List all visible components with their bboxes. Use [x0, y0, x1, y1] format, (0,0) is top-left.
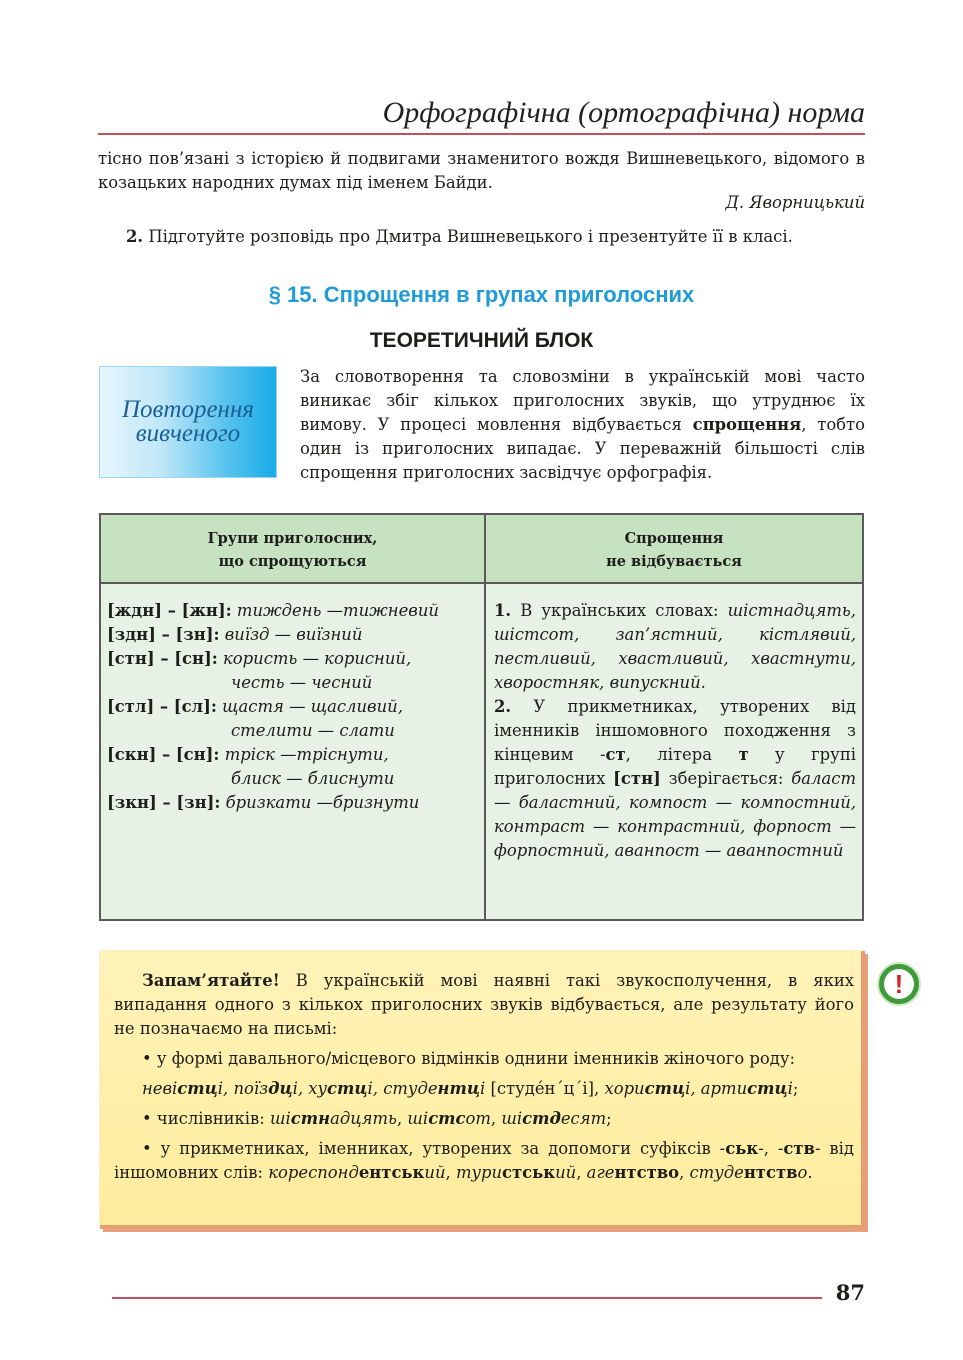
consonant-group-row	[107, 647, 479, 671]
point-2-text3: у групі приголосних	[494, 745, 856, 788]
review-badge-line1: Повторення	[122, 396, 254, 423]
quote-text: тісно пов’язані з історією й подвигами знаменитого вождя Вишневецького, відомого в козацьких народних думах під іменем Байди.	[98, 149, 865, 192]
remember-lead-text: В українській мові наявні такі звукосполучення, в яких випадання одного з кількох приголосних звуків відбувається, але результату його не позначаємо на письмі:	[114, 971, 854, 1038]
text-run: .	[807, 1163, 813, 1182]
consonant-example: блиск — блиснути	[231, 769, 395, 788]
task-number: 2.	[126, 227, 144, 246]
attention-icon	[877, 962, 921, 1006]
text-run: дц	[268, 1079, 293, 1098]
text-run: ств	[783, 1139, 815, 1158]
text-run: і, студе	[367, 1079, 438, 1098]
consonant-group-row	[107, 623, 479, 647]
consonant-example: щастя — щасливий,	[216, 697, 403, 716]
header-right-line2: не відбувається	[606, 553, 742, 570]
text-run: і, поїз	[217, 1079, 269, 1098]
footer-divider	[112, 1297, 822, 1299]
consonant-example: виїзд — виїзний	[219, 625, 363, 644]
text-run: ,	[396, 1109, 408, 1128]
text-run: • у прикметниках, іменниках, утворених за допомоги суфіксів -	[142, 1139, 726, 1158]
table-cell-exceptions	[494, 599, 856, 863]
section-title: § 15. Спрощення в групах приголосних	[268, 282, 695, 307]
running-header: Орфографічна (ортографічна) норма	[382, 96, 865, 129]
task-paragraph	[98, 225, 865, 249]
text-run: о	[797, 1163, 808, 1182]
consonant-group: [ждн] – [жн]:	[107, 601, 232, 620]
intro-paragraph	[300, 365, 865, 485]
text-run: і, арти	[685, 1079, 748, 1098]
table-header-right	[486, 527, 862, 573]
header-left-line1: Групи приголосних,	[207, 530, 378, 547]
remember-lead: Запам’ятайте!	[142, 971, 280, 990]
intro-part1: За словотворення та словозміни в українській мові часто виникає збіг кількох приголосних звуків, що утруднює їх вимову. У процесі мовлення відбувається	[300, 367, 865, 434]
text-run: ;	[606, 1109, 612, 1128]
consonant-group: [стл] – [сл]:	[107, 697, 217, 716]
exception-point-2	[494, 695, 856, 863]
text-run: ,	[679, 1163, 690, 1182]
consonant-group: [здн] – [зн]:	[107, 625, 220, 644]
quote-author: Д. Яворницький	[725, 193, 865, 212]
consonant-group-row	[107, 695, 479, 719]
consonant-example: бризкати —бризнути	[220, 793, 420, 812]
text-run: ,	[490, 1109, 502, 1128]
consonant-example: честь — чесний	[231, 673, 373, 692]
text-run: -, -	[758, 1139, 784, 1158]
text-run: стц	[177, 1079, 218, 1098]
text-run: студе	[689, 1163, 744, 1182]
consonant-group-row	[107, 671, 479, 695]
header-right-line1: Спрощення	[624, 530, 724, 547]
text-run: і, ху	[292, 1079, 328, 1098]
text-run: нтство	[614, 1163, 680, 1182]
consonant-table	[99, 513, 864, 921]
review-badge-line2: вивченого	[135, 420, 241, 447]
text-run: стц	[327, 1079, 368, 1098]
text-run: ентськ	[358, 1163, 425, 1182]
point-2-text4: зберігається:	[660, 769, 792, 788]
text-run: неві	[142, 1079, 178, 1098]
text-run: - від іншомовних слів:	[114, 1139, 854, 1182]
point-1-examples: шістнадцять, шістсот, зап’ястний, кістлявий, пестливий, хвастливий, хвастнути, хворостняк, випускний.	[494, 601, 856, 692]
text-run: • числівників:	[142, 1109, 270, 1128]
text-run: ;	[792, 1079, 799, 1098]
table-header-left	[101, 527, 484, 573]
text-run: стц	[644, 1079, 686, 1098]
consonant-example: стелити — слати	[231, 721, 395, 740]
consonant-group: [стн] – [сн]:	[107, 649, 218, 668]
text-run: стц	[747, 1079, 788, 1098]
consonant-group: [зкн] – [зн]:	[107, 793, 221, 812]
task-text: Підготуйте розповідь про Дмитра Вишневецького і презентуйте її в класі.	[143, 227, 793, 246]
consonant-example: тріск —тріснути,	[219, 745, 389, 764]
table-header-row	[101, 515, 862, 584]
consonant-group-row	[107, 719, 479, 743]
block-title: ТЕОРЕТИЧНИЙ БЛОК	[369, 329, 594, 352]
consonant-group-row	[107, 791, 479, 815]
consonant-group-row	[107, 767, 479, 791]
point-2-text: У прикметниках, утворених від іменників іншомовного походження з кінцевим -	[494, 697, 856, 764]
point-2-ending: ст	[605, 745, 626, 764]
point-1-number: 1.	[494, 601, 512, 620]
text-run: ші	[501, 1109, 523, 1128]
text-run: от	[465, 1109, 491, 1128]
consonant-example: користь — корисний,	[217, 649, 412, 668]
text-run: стд	[522, 1109, 561, 1128]
header-left-line2: що спрощуються	[218, 553, 367, 570]
consonant-example: тиждень —тижневий	[231, 601, 439, 620]
text-run: аге	[586, 1163, 615, 1182]
remember-intro	[114, 969, 854, 1041]
text-run: ші	[270, 1109, 291, 1128]
text-run: нтств	[743, 1163, 798, 1182]
exception-point-1	[494, 599, 856, 695]
review-badge	[99, 366, 277, 478]
remember-examples-1	[114, 1077, 854, 1101]
text-run: адцять	[330, 1109, 397, 1128]
header-divider	[98, 133, 865, 135]
text-run: ,	[576, 1163, 587, 1182]
text-run: ськ	[725, 1139, 759, 1158]
remember-bullet-3	[114, 1137, 854, 1185]
point-2-text2: , літера	[625, 745, 739, 764]
text-run: стськ	[502, 1163, 556, 1182]
page-number: 87	[835, 1280, 865, 1305]
remember-bullet-1: • у формі давального/місцевого відмінків однини іменників жіночого роду:	[142, 1049, 796, 1068]
point-2-group: [стн]	[613, 769, 661, 788]
text-run: хори	[604, 1079, 645, 1098]
intro-part2: , тобто один із приголосних випадає. У переважній більшості слів спрощення приголосних засвідчує орфографія.	[300, 415, 865, 482]
point-2-letter: т	[738, 745, 749, 764]
text-run: і	[480, 1079, 486, 1098]
table-cell-groups	[107, 599, 479, 815]
point-2-examples: баласт — баластний, компост — компостний, контраст — контрастний, форпост — форпостний, аванпост — аванпостний	[494, 769, 856, 860]
text-run: ий	[555, 1163, 577, 1182]
text-run: кореспонд	[268, 1163, 359, 1182]
remember-text	[114, 969, 854, 1191]
text-run: есят	[560, 1109, 607, 1128]
text-run: тури	[455, 1163, 503, 1182]
text-run: стн	[290, 1109, 331, 1128]
consonant-group-row	[107, 743, 479, 767]
text-run: ий	[424, 1163, 446, 1182]
exclamation-icon: !	[884, 969, 914, 999]
table-column-divider	[484, 515, 486, 919]
consonant-group: [скн] – [сн]:	[107, 745, 220, 764]
point-2-number: 2.	[494, 697, 512, 716]
text-run: ші	[407, 1109, 429, 1128]
text-run: і	[787, 1079, 793, 1098]
text-run: ,	[445, 1163, 456, 1182]
point-1-text: В українських словах:	[511, 601, 728, 620]
text-run: стс	[428, 1109, 466, 1128]
remember-bullet-2	[114, 1107, 854, 1131]
text-run: [студе́н´ц´і],	[485, 1079, 605, 1098]
text-run: нтц	[437, 1079, 480, 1098]
consonant-group-row	[107, 599, 479, 623]
intro-term: спрощення	[692, 415, 802, 434]
remember-box	[100, 951, 865, 1229]
